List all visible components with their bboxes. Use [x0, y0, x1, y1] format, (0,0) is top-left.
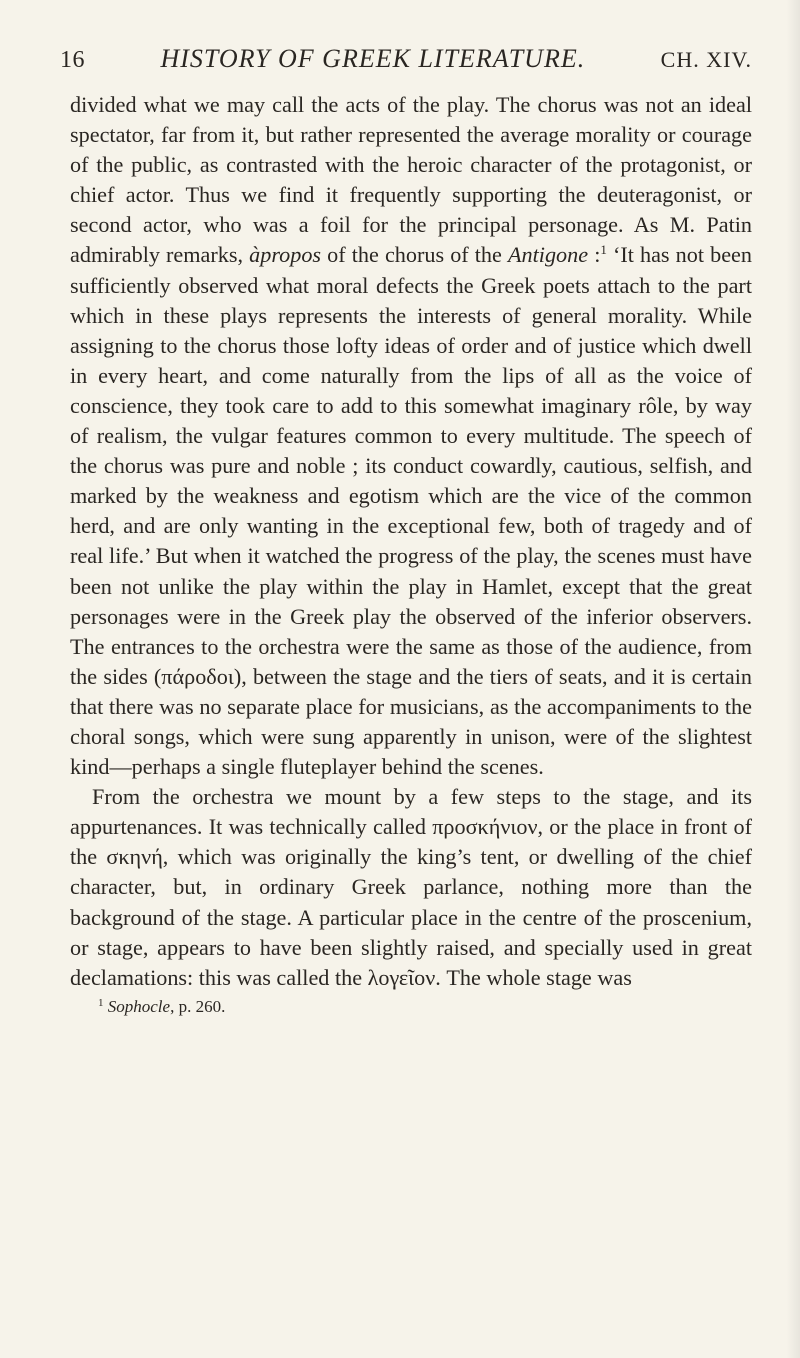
paragraph-2: From the orchestra we mount by a few steps to the stage, and its appurtenances. It was technically called προσκήνιον, or the place in front of the σκηνή, which was originally the king’s tent, or dwelling of the chief character, but, in ordinary Greek parlance, nothing more than the background of the stage. A particular place in the centre of the proscenium, or stage, appears to have been slightly raised, and specially used in great declamations: this was called the λογεῖον. The whole stage was	[70, 784, 752, 990]
chapter-label: CH. XIV.	[660, 47, 752, 72]
footnote-page: , p. 260.	[170, 996, 226, 1016]
paragraph-1-part-3: :	[588, 242, 601, 268]
paragraph-1-part-4: ‘It has not been sufficiently observed what moral defects the Greek poets attach to the part which in these plays represents the interests of general morality. While assigning to the chorus those lofty ideas of order and of justice which dwell in every heart, and come naturally from the lips of all as the voice of conscience, they took care to add to this somewhat imaginary rôle, by way of realism, the vulgar features common to every multitude. The speech of the chorus was pure and noble ; its conduct cowardly, cautious, selfish, and marked by the weakness and egotism which are the vice of the common herd, and are only wanting in the exceptional few, both of tragedy and of real life.’ But when it watched the progress of the play, the scenes must have been not unlike the play within the play in Hamlet, except that the great personages were in the Greek play the observed of the inferior observers. The entrances to the orchestra were the same as those of the audience, from the sides (πάροδοι), between the stage and the tiers of seats, and it is certain that there was no separate place for musicians, as the accompaniments to the choral songs, which were sung apparently in unison, were of the slightest kind—perhaps a single fluteplayer behind the scenes.	[70, 242, 752, 780]
footnote-reference: 1	[600, 242, 607, 258]
antigone-title: Antigone	[507, 242, 589, 268]
footnote-marker: 1	[98, 996, 104, 1009]
running-head	[60, 44, 752, 74]
page-number: 16	[60, 47, 85, 73]
apropos-word: àpropos	[249, 242, 322, 268]
paragraph-1-part-2: of the chorus of the	[321, 242, 508, 268]
footnote	[70, 997, 752, 1017]
book-title: HISTORY OF GREEK LITERATURE.	[160, 44, 586, 73]
footnote-source: Sophocle	[107, 996, 171, 1016]
paragraph-1-part-1: divided what we may call the acts of the play. The chorus was not an ideal spectator, far from it, but rather represented the average morality or courage of the public, as contrasted with the heroic character of the protagonist, or chief actor. Thus we find it frequently supporting the deuteragonist, or second actor, who was a foil for the principal personage. As M. Patin admirably remarks,	[70, 92, 752, 268]
body-text	[70, 90, 752, 993]
paragraph-1	[70, 90, 752, 782]
